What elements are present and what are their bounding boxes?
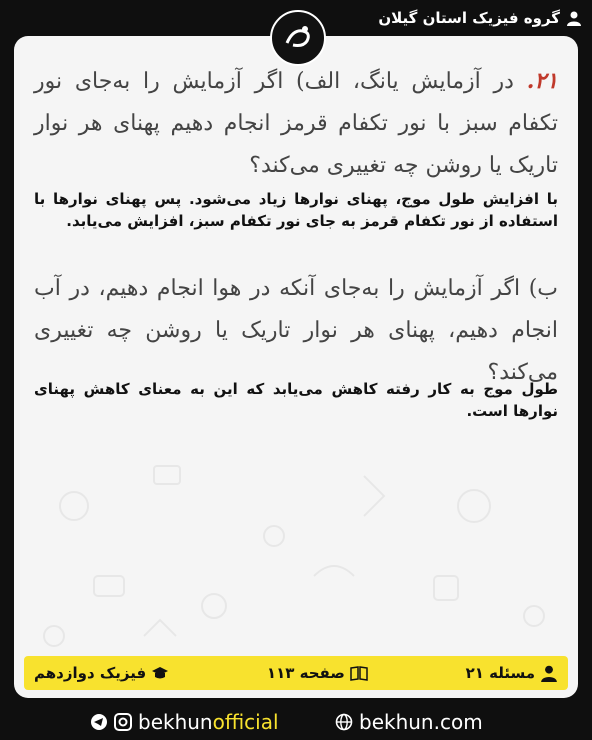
question-b: ب) اگر آزمایش را به‌جای آنکه در هوا انجام دهیم، در آب انجام دهیم، پهنای هر نوار تاریک یا روشن چه تغییری می‌کند؟ [34,276,558,385]
globe-icon [335,713,353,731]
handle-prefix: bekhun [138,710,213,734]
problem-label: مسئله ۲۱ [465,664,535,682]
question-a [34,60,558,187]
graduation-cap-icon [151,664,169,682]
instagram-icon [114,713,132,731]
social-handle[interactable] [90,710,279,734]
answer-b: طول موج به کار رفته کاهش می‌یابد که این به معنای کاهش پهنای نوارها است. [34,380,558,420]
problem-number [466,664,558,682]
content-card [14,36,578,698]
page-number [267,664,368,682]
page-label: صفحه ۱۱۳ [266,664,345,682]
logo-mark-icon [281,21,315,55]
bottom-bar [0,704,592,740]
question-a-text: در آزمایش یانگ، الف) اگر آزمایش را به‌جای نور تکفام سبز با نور تکفام قرمز انجام دهیم پهنای هر نوار تاریک یا روشن چه تغییری می‌کند؟ [34,69,558,178]
book-label: فیزیک دوازدهم [34,664,147,682]
book-open-icon [350,664,368,682]
telegram-icon [90,713,108,731]
bekhun-logo [270,10,326,66]
user-icon [566,10,582,26]
handle-accent: official [212,710,279,734]
book-name [34,664,169,682]
website-text: bekhun.com [359,710,483,734]
footer-bar [24,656,568,690]
answer-a: با افزایش طول موج، پهنای نوارها زیاد می‌شود. پس پهنای نوارها با استفاده از نور تکفام قرمز به جای نور تکفام سبز، افزایش می‌یابد. [34,190,558,230]
group-title: گروه فیزیک استان گیلان [378,9,560,27]
user-icon [540,664,558,682]
website-link[interactable] [335,710,483,734]
question-number: ۲۱. [526,68,558,94]
